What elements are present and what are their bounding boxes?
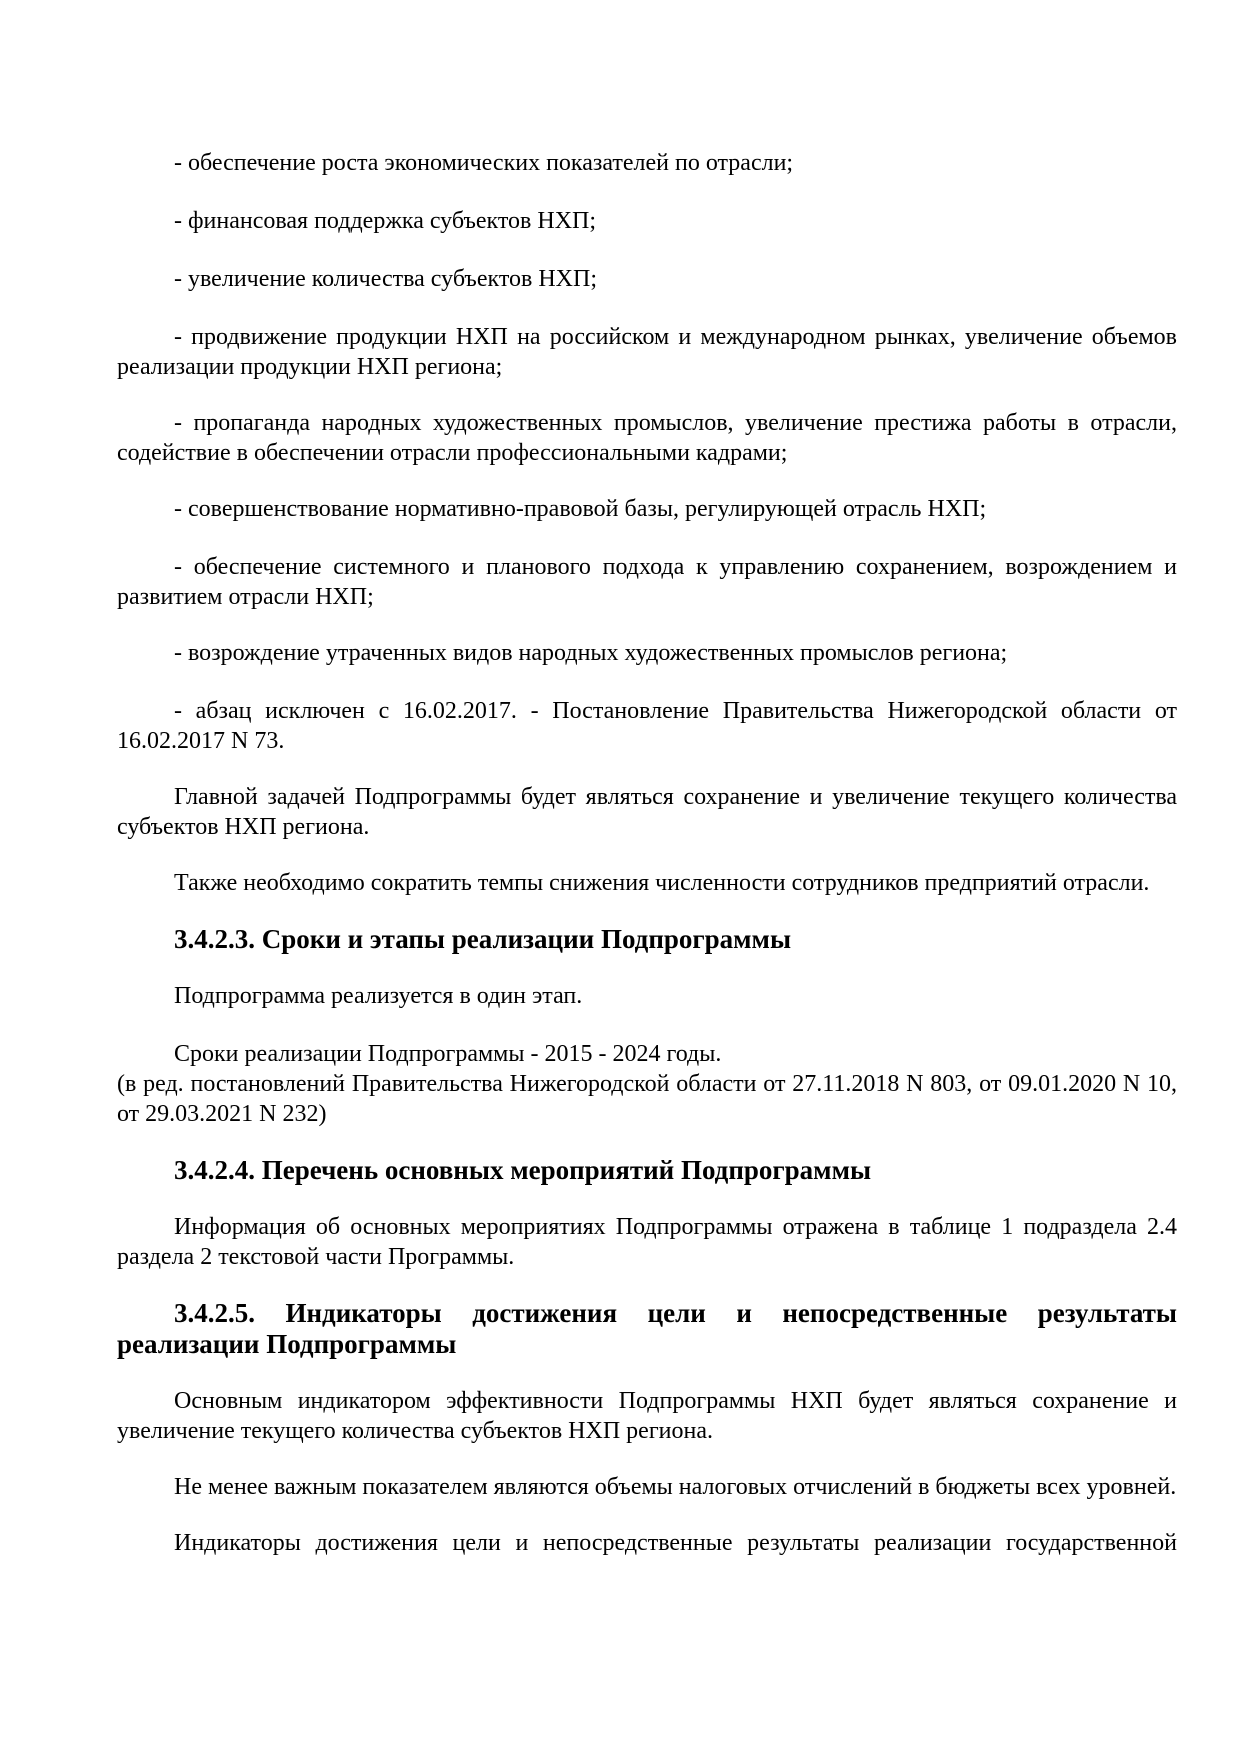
terms-paragraph: Сроки реализации Подпрограммы - 2015 - 2024 годы. [174,1041,722,1067]
list-item: - продвижение продукции НХП на российском и международном рынках, увеличение объемов реализации продукции НХП региона; [117,324,1177,380]
list-item: - совершенствование нормативно-правовой базы, регулирующей отрасль НХП; [174,496,987,522]
document-page [117,148,1177,1558]
list-item: - увеличение количества субъектов НХП; [174,266,597,292]
stage-paragraph: Подпрограмма реализуется в один этап. [174,983,583,1009]
section-heading-3-4-2-5: 3.4.2.5. Индикаторы достижения цели и непосредственные результаты реализации Подпрограммы [117,1298,1177,1359]
activities-paragraph: Информация об основных мероприятиях Подпрограммы отражена в таблице 1 подраздела 2.4 раздела 2 текстовой части Программы. [117,1214,1177,1270]
list-item: - обеспечение системного и планового подхода к управлению сохранением, возрождением и развитием отрасли НХП; [117,554,1177,610]
list-item: - обеспечение роста экономических показателей по отрасли; [174,150,794,176]
amendment-note: (в ред. постановлений Правительства Нижегородской области от 27.11.2018 N 803, от 09.01.2020 N 10, от 29.03.2021 N 232) [117,1071,1177,1127]
list-item: - финансовая поддержка субъектов НХП; [174,208,597,234]
section-heading-3-4-2-4: 3.4.2.4. Перечень основных мероприятий Подпрограммы [174,1155,872,1185]
section-heading-3-4-2-3: 3.4.2.3. Сроки и этапы реализации Подпрограммы [174,924,792,954]
indicators-paragraph: Индикаторы достижения цели и непосредственные результаты реализации государственной [174,1530,1177,1556]
main-task-paragraph: Главной задачей Подпрограммы будет являться сохранение и увеличение текущего количества субъектов НХП региона. [117,784,1177,840]
also-needed-paragraph: Также необходимо сократить темпы снижения численности сотрудников предприятий отрасли. [174,870,1150,896]
tax-paragraph: Не менее важным показателем являются объемы налоговых отчислений в бюджеты всех уровней. [174,1474,1177,1500]
list-item: - пропаганда народных художественных промыслов, увеличение престижа работы в отрасли, содействие в обеспечении отрасли профессиональными кадрами; [117,410,1177,466]
main-indicator-paragraph: Основным индикатором эффективности Подпрограммы НХП будет являться сохранение и увеличение текущего количества субъектов НХП региона. [117,1388,1177,1444]
list-item: - возрождение утраченных видов народных художественных промыслов региона; [174,640,1008,666]
list-item: - абзац исключен с 16.02.2017. - Постановление Правительства Нижегородской области от 16.02.2017 N 73. [117,698,1177,754]
